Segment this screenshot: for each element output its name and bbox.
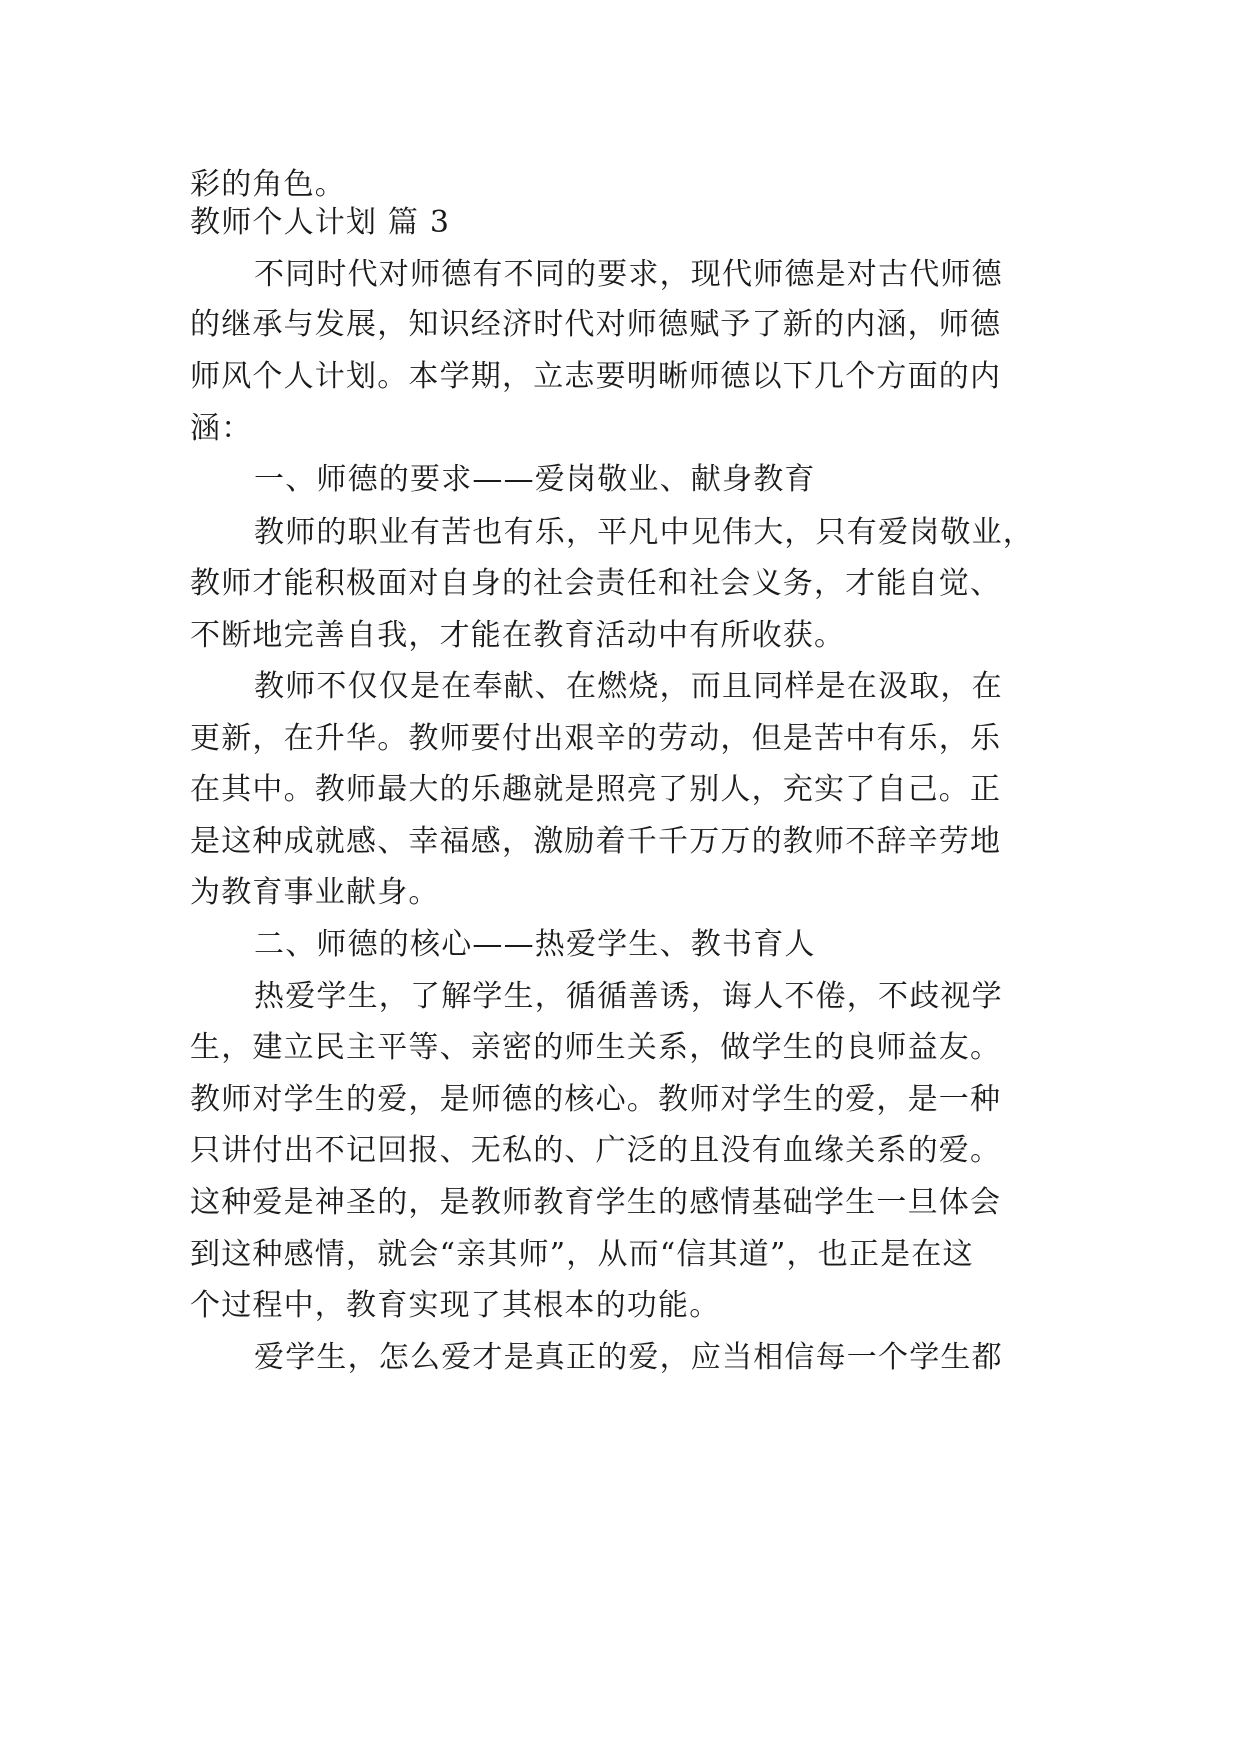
paragraph-line: 教师对学生的爱，是师德的核心。教师对学生的爱，是一种 [190, 1082, 1002, 1117]
subheading: 二、师德的核心——热爱学生、教书育人 [254, 927, 816, 962]
paragraph-line: 这种爱是神圣的，是教师教育学生的感情基础学生一旦体会 [190, 1185, 1002, 1220]
paragraph-line: 是这种成就感、幸福感，激励着千千万万的教师不辞辛劳地 [190, 824, 1002, 859]
paragraph-line: 到这种感情，就会“亲其师”，从而“信其道”，也正是在这 [190, 1237, 974, 1272]
paragraph-line: 涵： [190, 411, 253, 446]
paragraph-line: 教师不仅仅是在奉献、在燃烧，而且同样是在汲取，在 [254, 669, 1003, 704]
paragraph-line: 不同时代对师德有不同的要求，现代师德是对古代师德 [254, 257, 1003, 292]
paragraph-line: 教师的职业有苦也有乐，平凡中见伟大，只有爱岗敬业， [254, 515, 1034, 550]
paragraph-line: 只讲付出不记回报、无私的、广泛的且没有血缘关系的爱。 [190, 1133, 1002, 1168]
paragraph-line: 的继承与发展，知识经济时代对师德赋予了新的内涵，师德 [190, 307, 1002, 342]
paragraph-line: 个过程中，教育实现了其根本的功能。 [190, 1288, 721, 1323]
paragraph-line: 生，建立民主平等、亲密的师生关系，做学生的良师益友。 [190, 1030, 1002, 1065]
paragraph-line: 更新，在升华。教师要付出艰辛的劳动，但是苦中有乐，乐 [190, 721, 1002, 756]
paragraph-line: 教师才能积极面对自身的社会责任和社会义务，才能自觉、 [190, 566, 1002, 601]
paragraph-line: 热爱学生，了解学生，循循善诱，诲人不倦，不歧视学 [254, 979, 1003, 1014]
paragraph-line: 不断地完善自我，才能在教育活动中有所收获。 [190, 618, 846, 653]
paragraph-line: 师风个人计划。本学期，立志要明晰师德以下几个方面的内 [190, 359, 1002, 394]
subheading: 一、师德的要求——爱岗敬业、献身教育 [254, 462, 816, 497]
paragraph-line: 在其中。教师最大的乐趣就是照亮了别人，充实了自己。正 [190, 772, 1002, 807]
text-line: 彩的角色。 [190, 167, 346, 202]
section-heading: 教师个人计划 篇 3 [190, 205, 451, 240]
paragraph-line: 为教育事业献身。 [190, 875, 440, 910]
paragraph-line: 爱学生，怎么爱才是真正的爱，应当相信每一个学生都 [254, 1340, 1003, 1375]
